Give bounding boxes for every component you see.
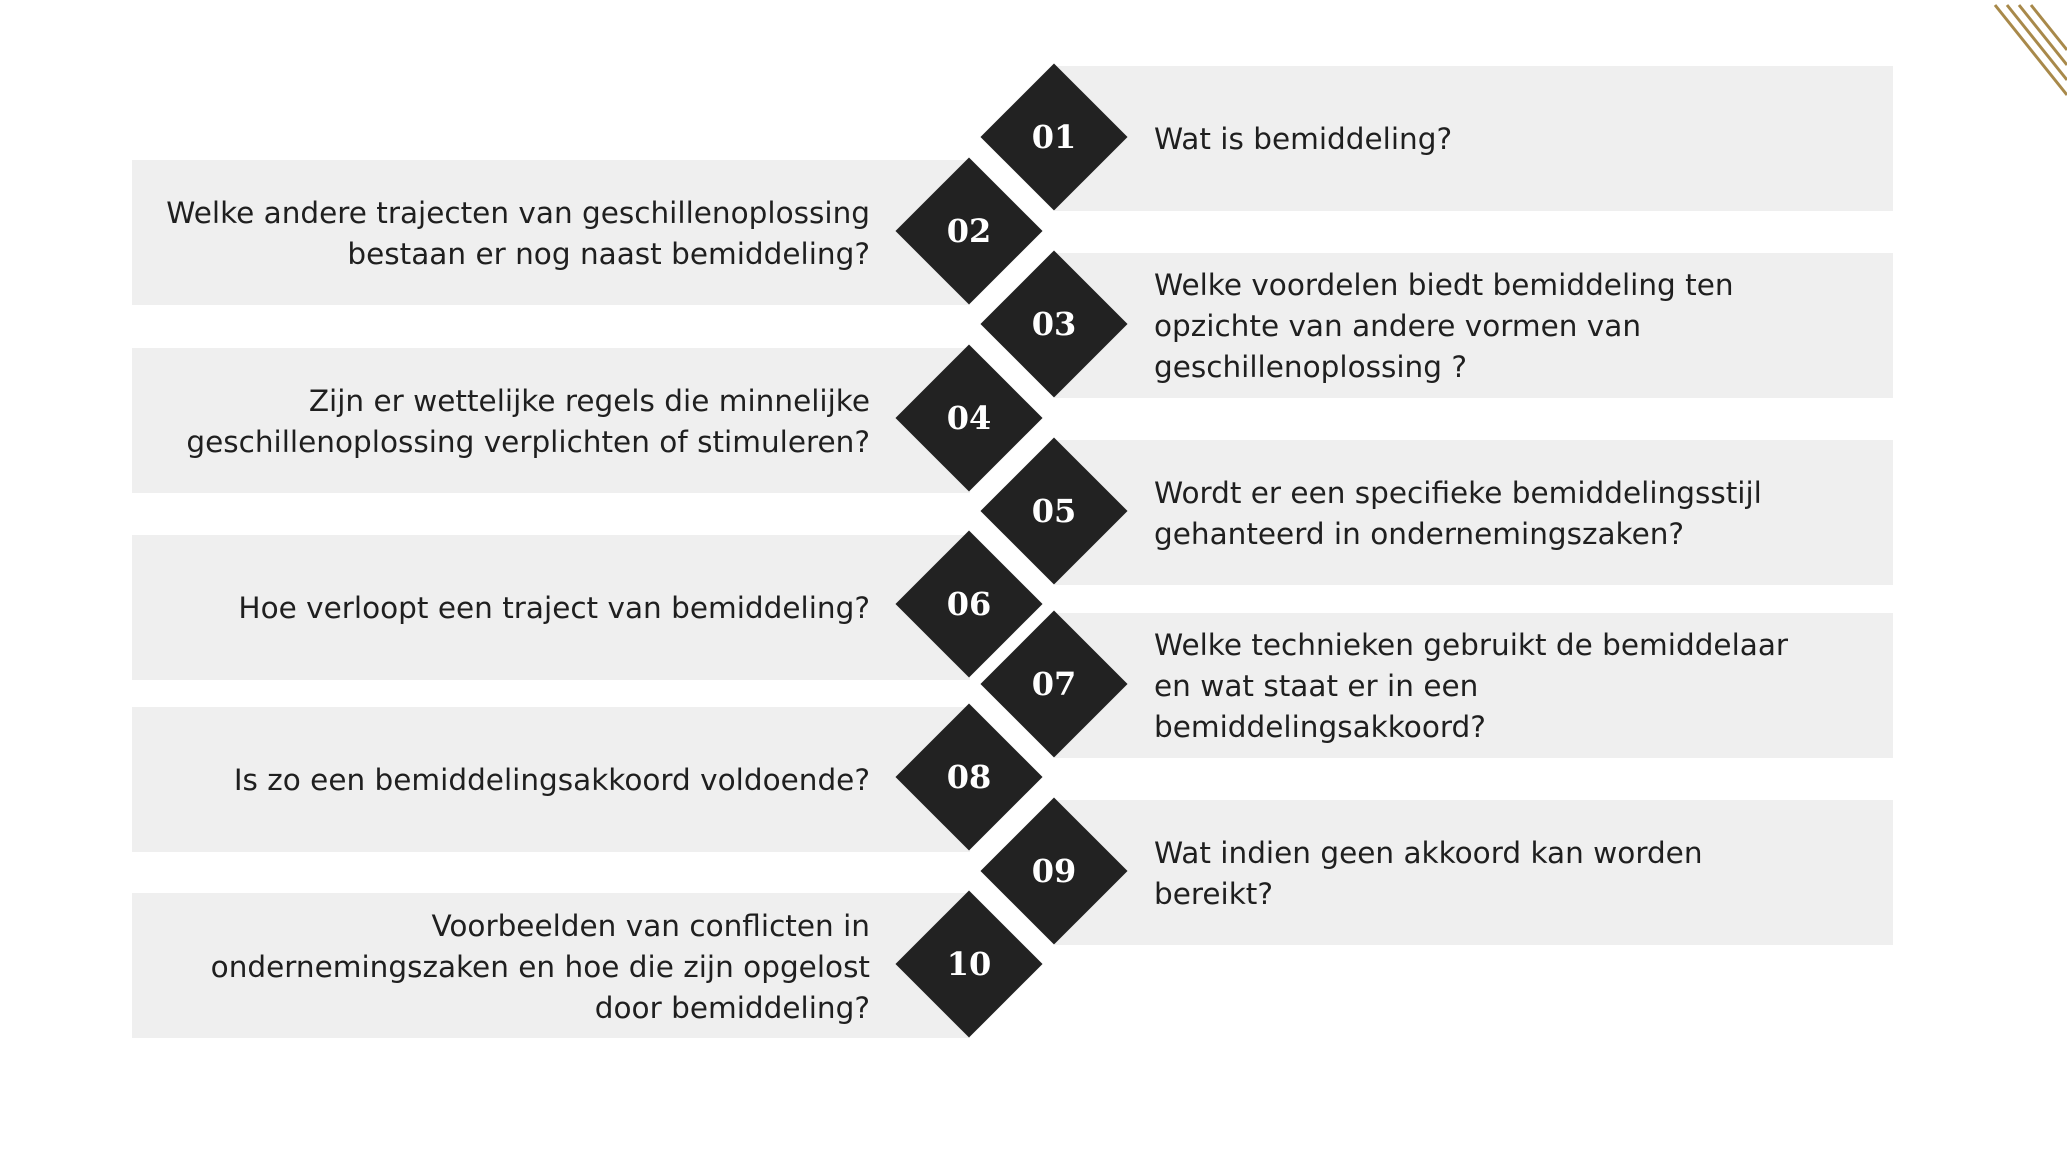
item-text-06 [160, 546, 870, 670]
diagonal-gold-lines-icon [1987, 0, 2067, 110]
item-text-line: door bemiddeling? [594, 990, 870, 1025]
item-text-line: bestaan er nog naast bemiddeling? [347, 237, 870, 271]
item-text-line: Wordt er een specifieke bemiddelingsstijl [1154, 476, 1762, 510]
item-text-07 [1154, 624, 1794, 748]
item-text-08 [160, 718, 870, 842]
item-number-04: 04 [946, 399, 992, 437]
item-text-10 [160, 905, 870, 1029]
item-text-line: geschillenoplossing verplichten of stimuleren? [186, 425, 870, 459]
item-text-line: en wat staat er in een bemiddelingsakkoord? [1154, 668, 1486, 744]
item-text-line: Hoe verloopt een traject van bemiddeling? [238, 590, 870, 625]
item-number-07: 07 [1031, 665, 1077, 703]
item-number-02: 02 [946, 212, 992, 250]
item-text-line: bereikt? [1154, 877, 1274, 911]
item-number-09: 09 [1031, 852, 1077, 890]
item-text-04 [160, 360, 870, 484]
item-text-line: Welke andere trajecten van geschillenoplossing [166, 196, 870, 230]
item-text-line: Voorbeelden van conflicten in [431, 908, 870, 943]
item-number-03: 03 [1031, 305, 1077, 343]
item-text-line: Is zo een bemiddelingsakkoord voldoende? [233, 762, 870, 797]
item-text-02 [160, 172, 870, 296]
item-number-08: 08 [946, 758, 992, 796]
item-text-line: Welke technieken gebruikt de bemiddelaar [1154, 627, 1789, 662]
item-text-line: geschillenoplossing ? [1154, 349, 1468, 384]
item-number-10: 10 [946, 945, 992, 983]
item-text-line: opzichte van andere vormen van [1154, 308, 1642, 343]
item-number-05: 05 [1031, 492, 1077, 530]
item-text-line: Zijn er wettelijke regels die minnelijke [308, 384, 870, 418]
item-text-line: Wat is bemiddeling? [1154, 121, 1453, 156]
item-text-01 [1154, 82, 1794, 196]
item-number-06: 06 [946, 585, 992, 623]
item-number-01: 01 [1031, 118, 1077, 156]
item-text-line: Welke voordelen biedt bemiddeling ten [1154, 267, 1734, 302]
item-text-line: gehanteerd in ondernemingszaken? [1154, 517, 1685, 551]
item-text-05 [1154, 452, 1794, 576]
item-text-line: ondernemingszaken en hoe die zijn opgelost [210, 949, 870, 984]
item-text-line: Wat indien geen akkoord kan worden [1154, 836, 1703, 870]
item-text-03 [1154, 264, 1794, 388]
item-text-09 [1154, 812, 1794, 936]
